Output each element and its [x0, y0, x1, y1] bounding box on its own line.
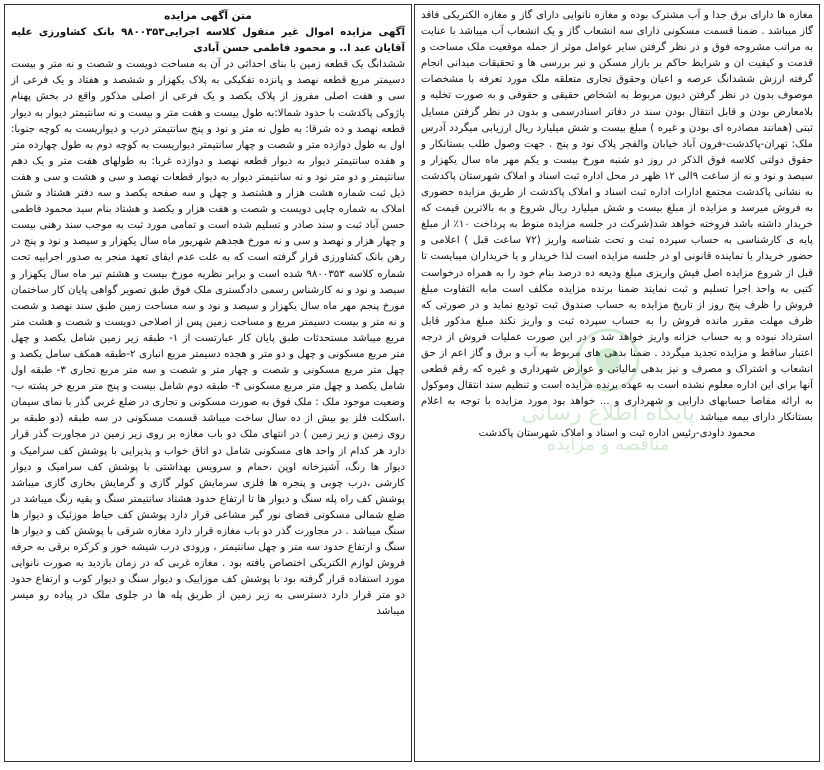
- watermark-line2: مناقصه و مزایده: [546, 434, 670, 455]
- notice-signature: محمود داودی-رئیس اداره ثبت و اسناد و املاک شهرستان پاکدشت: [478, 428, 756, 440]
- notice-lead: آگهی مزایده اموال غیر منقول کلاسه اجرایی۹۸۰۰۳۵۳ بانک کشاورزی علیه آقایان عبد ا.. و محمود فاطمی حسن آبادی: [11, 27, 405, 55]
- notice-left-body: ششدانگ یک قطعه زمین با بنای احداثی در آن به مساحت دویست و شصت و نه متر و بیست دسیمتر مربع قطعه نهصد و پانزده تفکیکی به پلاک یکهزار و ششصد و هفتاد و یک فرعی از سی و هفت اصلی مفروز از پلاک یکصد و یک فرعی از اصلی مذکور واقع در بخش پهنام پاژوکی پاکدشت با حدود شمالا:به طول بیست و هفت متر و بیست و نه سانتیمتر دیوار به دیوار قطعه نهصد و ده شرقا: به طول نه متر و نود و پنج سانتیمتر درب و دیواریست به کوچه جنوبا: اول به طول دوازده متر و شصت و چهار سانتیمتر دیواریست به کوچه دوم به طول چهارده متر و هفده سانتیمتر دیوار به دیوار قطعه نهصد و دوازده غربا: به طولهای هفت متر و یک دهم سانتیمتر و دو متر نود و نه سانتیمتر دیوار به دیوار قطعات نهصد و سی و هشت و سی و هفت ذیل ثبت شماره هشت هزار و هشتصد و چهل و سه صفحه یکصد و سه دفتر هشتاد و شش املاک به شماره چاپی دویست و شصت و هفت هزار و یکصد و هشتاد بنام سید محمود فاطمی حسن آباد ثبت و سند صادر و تسلیم شده است و تمامی مورد ثبت به موجب سند رهنی بیست و چهار هزار و نهصد و سی و نه مورخ هجدهم شهریور ماه سال یکهزار و سیصد و نود و پنج در رهن بانک کشاورزی قرار گرفته است که به علت عدم ایفای تعهد منجر به صدور اجراییه تحت شماره کلاسه ۹۸۰۰۳۵۳ شده است و برابر نظریه مورخ بیست و هشتم تیر ماه سال یکهزار و سیصد و نود و نه کارشناس رسمی دادگستری ملک فوق طبق تصویر گواهی پایان کار ساختمان مورخ پنجم مهر ماه سال یکهزار و سیصد و نود و سه مساحت زمین طبق سند نهصد و شصت و نه متر و بیست دسیمتر مربع و مساحت زمین پس از اصلاحی دویست و شصت و هشت متر مربع میباشد مستحدثات طبق پایان کار عبارتست از ۱- طبقه زیر زمین شامل یکصد و چهل متر مربع مسکونی و چهل و دو متر و هجده دسیمتر مربع انباری ۲-طبقه همکف سامل یکصد و چهل متر مربع مسکونی و شصت و چهار متر و شصت و سه متر مربع تجاری ۳- طبقه اول شامل یکصد و چهل متر مربع مسکونی ۴- طبقه دوم شامل بیست و پنج متر مربع خر پشته ب- وضعیت موجود ملک : ملک فوق به صورت مسکونی و تجاری در ضلع غربی گذر با نمای سیمان ،اسکلت فلز یو بیش از ده سال ساخت میباشد قسمت مسکونی در سه طبقه (دو طبقه بر روی زمین و زیر زمین ) در انتهای ملک دو باب مغازه بر روی زیر زمین در مجاورت گذر قرار دارد هر کدام از واحد های مسکونی شامل دو اتاق خواب و پذیرایی با پوشش کف سرامیک و دیوار ها رنگ، آشپزخانه اوپن ،حمام و سرویس بهداشتی با پوشش کف سرامیک و دیوار کارشی ،درب چوبی و پنجره ها فلزی سرمایش کولر گازی و گرمایش بخاری گازی میباشد پوشش کف راه پله سنگ و دیوار ها تا ارتفاع حدود هشتاد سانتیمتر سنگ و بقیه رنگ میباشد در ضلع شمالی مسکونی فضای نور گیر مشاعی قرار دارد پوشش کف حیاط موزئیک و دیوار ها سنگ میباشد . در مجاورت گذر دو باب مغازه قرار دارد مغازه شرقی با پوشش کف و دیوار ها سنگ و ارتفاع حدود سه متر و چهل سانتیمتر ، ورودی درب شیشه خور و کرکره برقی به حرفه فروش لوازم الکتریکی اختصاص یافته بود . مغازه غربی که در زمان بازدید به صورت نانوایی مورد استفاده قرار گرفته بود با پوشش کف موزاییک و دیوار سنگ و دیوار کوب و ارتفاع حدود دو متر قرار دارد دسترسی به زیر زمین از طریق پله ها در جلوی ملک در پیاده رو میسر میباشد: [11, 59, 406, 618]
- notice-right-body: مغازه ها دارای برق جدا و آب مشترک بوده و مغازه نانوایی دارای گاز و مغازه الکتریکی فاقد گاز میباشد . ضمنا قسمت مسکونی دارای سه انشعاب گاز و یک انشعاب آب میباشد با عنایت به مراتب مشروحه فوق و در نظر گرفتن سایر عوامل موثر از جمله موقعیت ملک مساحت و قدمت و کیفیت ان و شرایط حاکم بر بازار مسکن و نیر بررسی ها و تحقیقات میدانی انجام گرفته ارزش ششدانگ عرصه و اعیان وحقوق تجاری متعلقه ملک مورد تعرفه با مشخصات موصوف بدون در نظر گرفتن دیون مربوط به اشخاص حقیقی و حقوقی و به صورت تخلیه و بلامعارض بودن و قابل انتقال بودن سند در دفاتر اسنادرسمی و بدون در نظر گرفتن مسایل ثبتی (همانند مصادره ای بودن و غیره ) مبلغ بیست و شش میلیارد ریال ارزیابی میگردد آدرس ملک: تهران-پاکدشت-فرون آباد خیابان والفجر پلاک نود و پنج . جهت وصول طلب بستانکار و حقوق دولتی کلاسه فوق الذکر در روز دو شنبه مورخ بیست و یکم مهر ماه سال یکهزار و سیصد و نود و نه از ساعت ۹الی ۱۲ ظهر در محل اداره ثبت اسناد و املاک شهرستان پاکدشت به نشانی پاکدشت مجتمع ادارات اداره ثبت اسناد و املاک پاکدشت از طریق مزایده حضوری به فروش میرسد و مزایده از مبلغ بیست و شش میلیارد ریال شروع و به بالاترین قیمت که خریدار داشته باشد فروخته خواهد شد(شرکت در جلسه مزایده منوط به پرداخت ۱۰٪ از مبلغ پایه ی کارشناسی به حساب سپرده ثبت و تحت شناسه واریز (۷۲ ساعت قبل ) اعلامی و حضور خریدار یا نماینده قانونی او در جلسه مزایده است لذا خریدار و یا خریداران میبایست تا قبل از شروع مزایده اصل فیش واریزی مبلغ ودیعه ده درصد بنام خود را به همراه درخواست کتبی به واحد اجرا تسلیم و ثبت نمایند ضمنا برنده مزایده مکلف است مابه التفاوت مبلغ فروش را ظرف پنج روز از تاریخ مزایده به حساب صندوق ثبت تودیع نماید و در صورتی که ظرف مهلت مقرر مانده فروش را به حساب سپرده ثبت و واریز نکند مبلغ مذکور قابل استرداد نبوده و به حساب خزانه واریز خواهد شد و در این صورت عملیات فروش از درجه اعتبار ساقط و مزایده تجدید میگردد . ضمنا بدهی های مربوط به آب و برق و گاز اعم از حق انشعاب و اشتراک و مصرف و نیز بدهی مالیاتی و عوارض شهرداری و غیره که رقم قطعی آنها برای این اداره معلوم نشده است به عهده برنده مزایده است و تنظیم سند انتقال وموکول به ارائه مفاصا حسابهای دارایی و شهرداری و ... خواهد بود مورد مزایده با توجه به اعلام بستانکار دارای بیمه میباشد: [421, 10, 813, 424]
- notice-title: متن آگهی مزایده: [164, 10, 252, 22]
- notice-left-column: [4, 4, 412, 762]
- watermark-line1: پایگاه اطلاع رسانی: [521, 401, 695, 426]
- notice-right-column: [414, 4, 820, 762]
